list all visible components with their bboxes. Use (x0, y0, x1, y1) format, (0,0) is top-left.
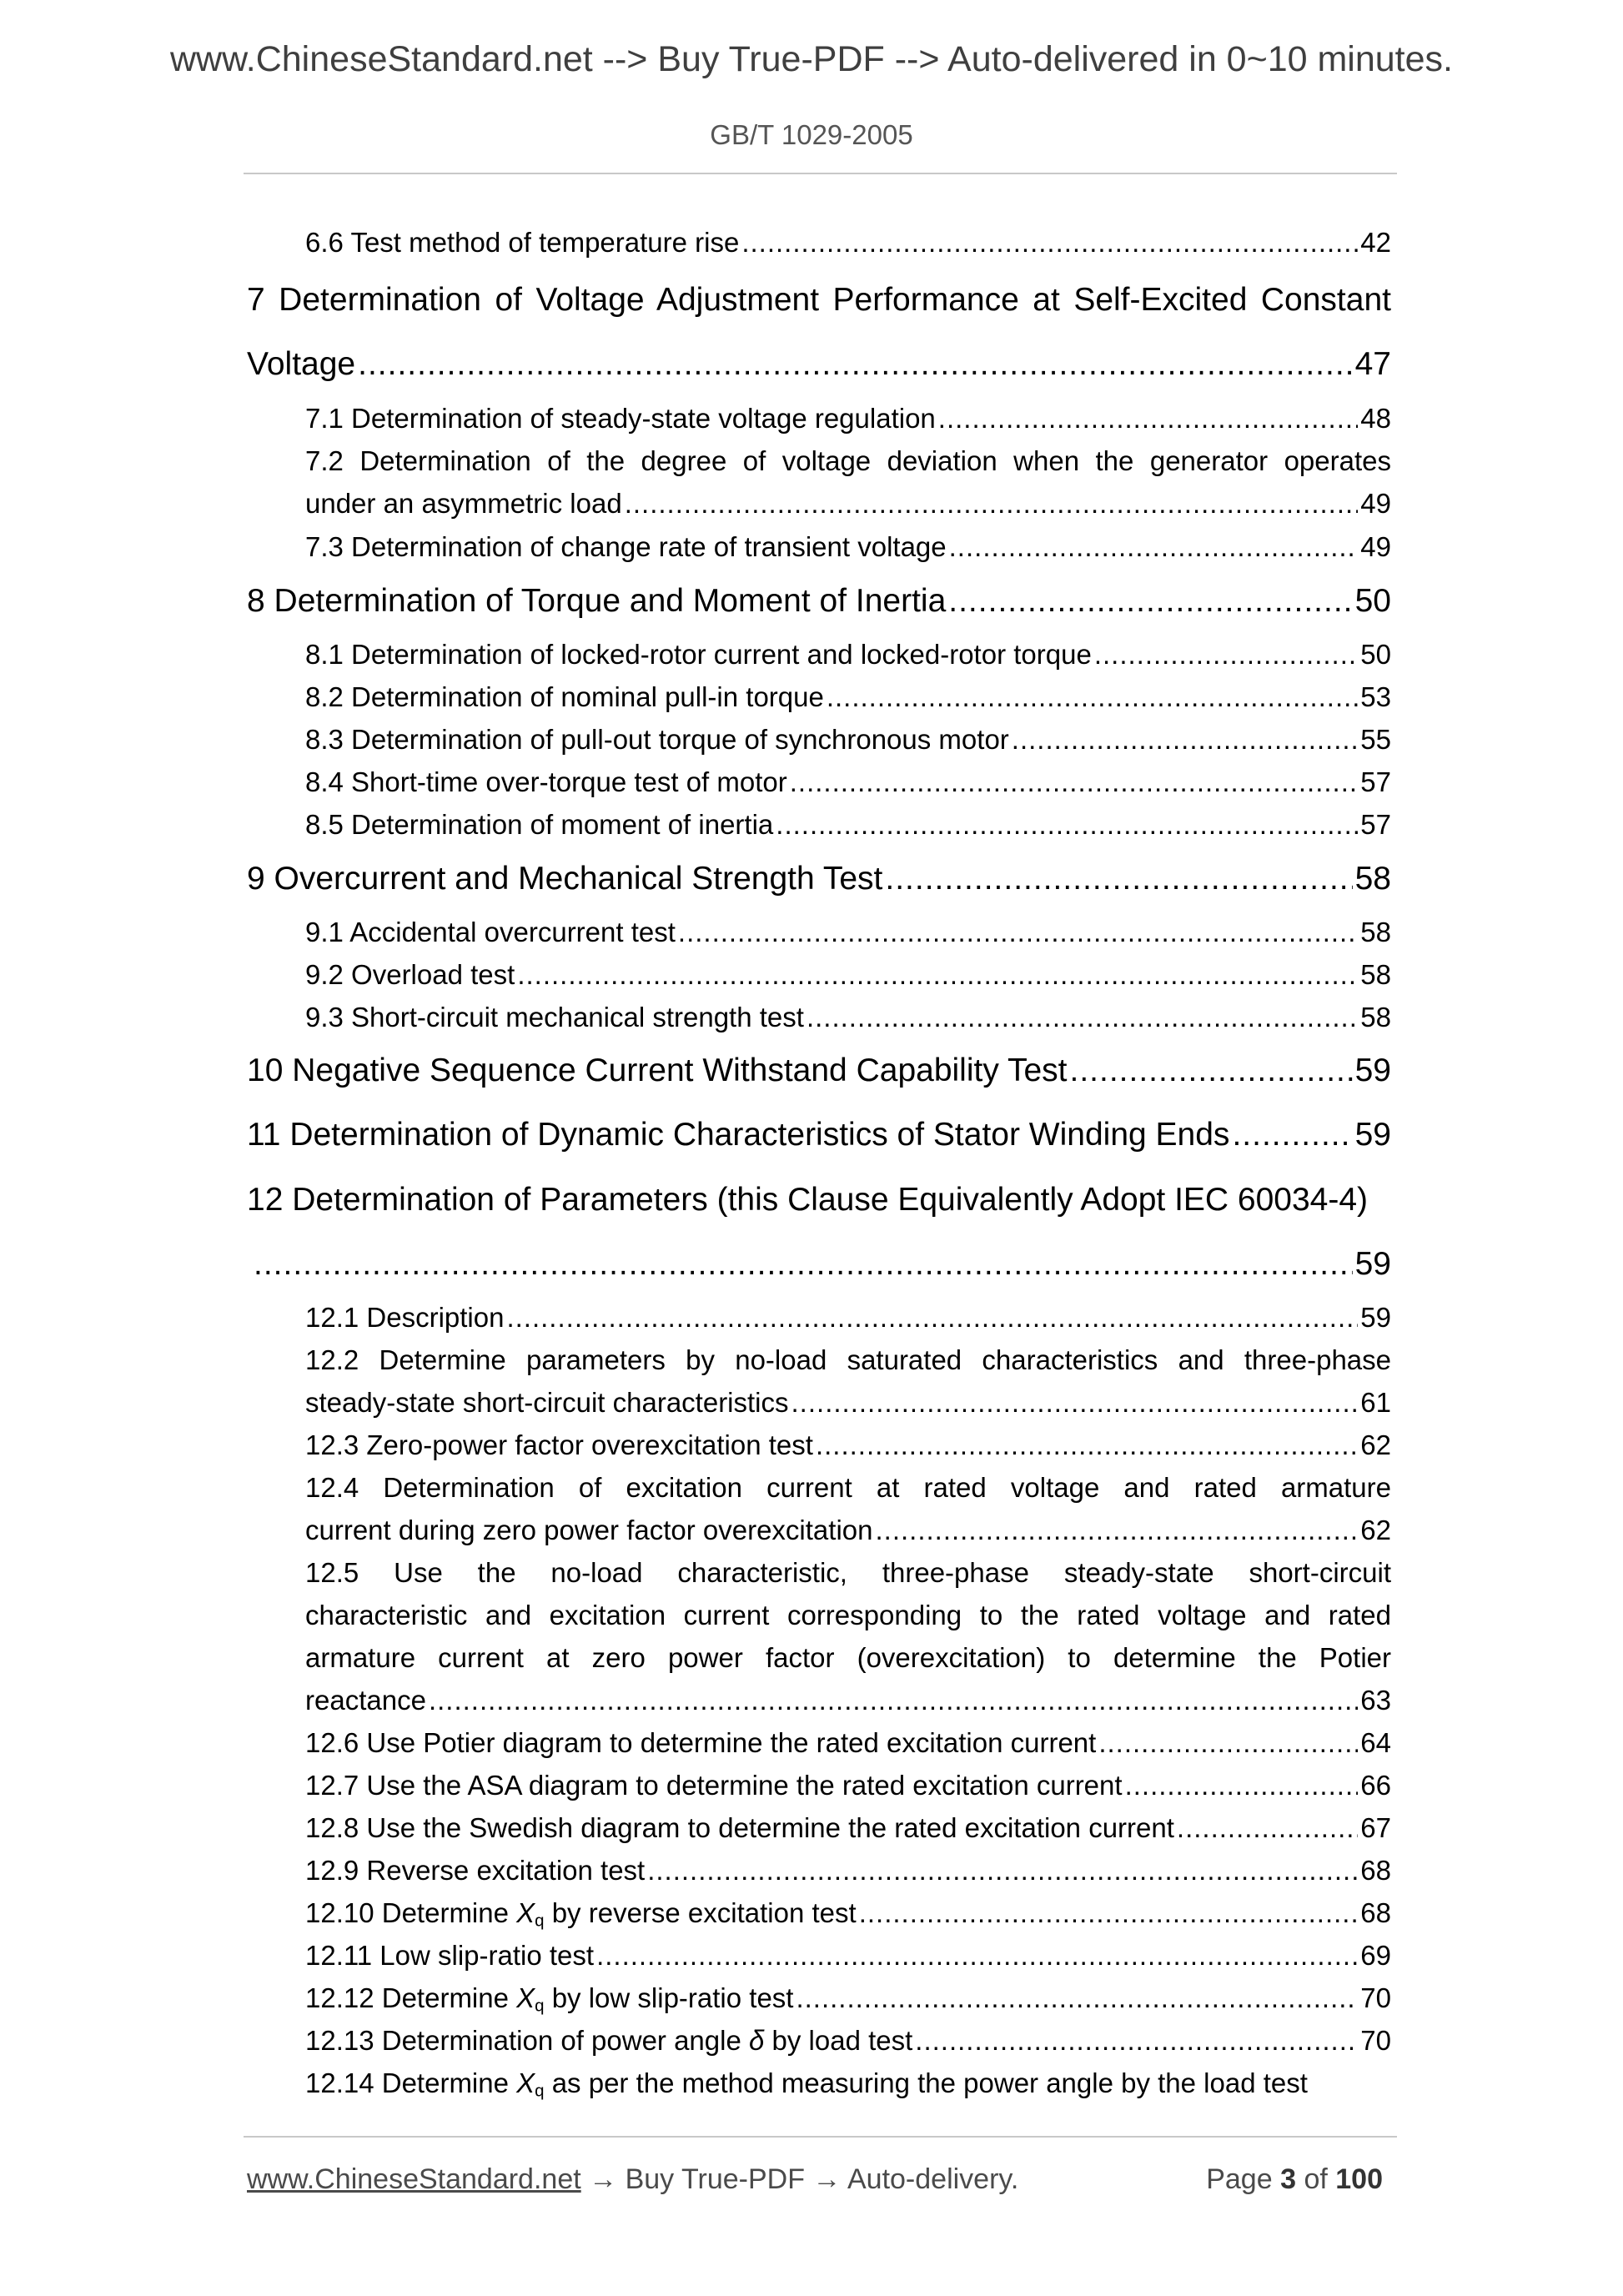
toc-entry-7-1[interactable]: 7.1 Determination of steady-state voltage regulation ..... 48 (305, 404, 1391, 438)
toc-entry-12-12[interactable]: 12.12 Determine $X_q$ by low slip-ratio test ..... 70 (305, 1984, 1391, 2017)
toc-entry-6-6[interactable]: 6.6 Test method of temperature rise ..... 42 (305, 229, 1391, 262)
toc-entry-12-14[interactable]: 12.14 Determine $X_q$ as per the method measuring the power angle by the load test (305, 2069, 1308, 2101)
toc-entry-9-2[interactable]: 9.2 Overload test ..... 58 (305, 961, 1391, 994)
toc-entry-12-5[interactable]: 12.5 Use the no-load characteristic, three-phase steady-state short-circuit characteristic and excitation current corresponding to the rated voltage and rated armature current at zero power factor (overexcitation) to determine the Potier reactance ..... 63 (305, 1559, 1391, 1721)
toc-entry-9-1[interactable]: 9.1 Accidental overcurrent test ..... 58 (305, 918, 1391, 952)
toc-entry-8-2[interactable]: 8.2 Determination of nominal pull-in torque ..... 53 (305, 683, 1391, 716)
toc-entry-7-3[interactable]: 7.3 Determination of change rate of transient voltage ..... 49 (305, 533, 1391, 566)
toc-entry-12-8[interactable]: 12.8 Use the Swedish diagram to determine the rated excitation current ..... 67 (305, 1814, 1391, 1847)
toc-entry-7[interactable]: 7 Determination of Voltage Adjustment Performance at Self-Excited Constant Voltage ..... 47 (247, 284, 1391, 384)
toc-entry-12-9[interactable]: 12.9 Reverse excitation test ..... 68 (305, 1856, 1391, 1890)
toc-entry-10[interactable]: 10 Negative Sequence Current Withstand Capability Test ..... 59 (247, 1054, 1391, 1093)
toc-entry-8-4[interactable]: 8.4 Short-time over-torque test of motor ..... 57 (305, 768, 1391, 801)
page-footer (247, 2165, 1391, 2198)
toc-entry-12-1[interactable]: 12.1 Description ..... 59 (305, 1304, 1391, 1337)
toc-entry-12-13[interactable]: 12.13 Determination of power angle δ by load test ..... 70 (305, 2027, 1391, 2060)
toc-entry-12-7[interactable]: 12.7 Use the ASA diagram to determine the rated excitation current ..... 66 (305, 1771, 1391, 1805)
toc-entry-12-11[interactable]: 12.11 Low slip-ratio test ..... 69 (305, 1942, 1391, 1975)
toc-entry-8-5[interactable]: 8.5 Determination of moment of inertia ..... 57 (305, 811, 1391, 844)
document-id: GB/T 1029-2005 (710, 119, 913, 150)
site-banner: www.ChineseStandard.net --> Buy True-PDF --> Auto-delivered in 0~10 minutes. (169, 39, 1453, 79)
footer-site-link[interactable]: www.ChineseStandard.net (247, 2163, 581, 2195)
toc-entry-7-2[interactable]: 7.2 Determination of the degree of voltage deviation when the generator operates under an asymmetric load ..... 49 (305, 447, 1391, 524)
total-page-count: 100 (1335, 2163, 1383, 2195)
toc-entry-8[interactable]: 8 Determination of Torque and Moment of Inertia ..... 50 (247, 585, 1391, 623)
toc-entry-12-3[interactable]: 12.3 Zero-power factor overexcitation test ..... 62 (305, 1431, 1391, 1465)
footer-divider (244, 2136, 1397, 2138)
toc-entry-9[interactable]: 9 Overcurrent and Mechanical Strength Test ..... 58 (247, 862, 1391, 901)
toc-entry-8-3[interactable]: 8.3 Determination of pull-out torque of synchronous motor ..... 55 (305, 726, 1391, 759)
toc-entry-12-2[interactable]: 12.2 Determine parameters by no-load saturated characteristics and three-phase steady-state short-circuit characteristics ..... 61 (305, 1346, 1391, 1423)
toc-entry-8-1[interactable]: 8.1 Determination of locked-rotor current and locked-rotor torque ..... 50 (305, 641, 1391, 674)
toc-entry-9-3[interactable]: 9.3 Short-circuit mechanical strength test ..... 58 (305, 1003, 1391, 1037)
toc-entry-12-4[interactable]: 12.4 Determination of excitation current at rated voltage and rated armature current during zero power factor overexcitation ..... 62 (305, 1474, 1391, 1550)
footer-promo-text: → Buy True-PDF → Auto-delivery. (580, 2163, 1019, 2195)
toc-entry-12[interactable]: 12 Determination of Parameters (this Clause Equivalently Adopt IEC 60034-4) ..... 59 (247, 1183, 1391, 1287)
toc-entry-12-6[interactable]: 12.6 Use Potier diagram to determine the rated excitation current ..... 64 (305, 1729, 1391, 1762)
footer-promo (247, 2165, 1018, 2193)
toc-entry-11[interactable]: 11 Determination of Dynamic Characteristics of Stator Winding Ends ..... 59 (247, 1118, 1391, 1157)
current-page-number: 3 (1280, 2163, 1296, 2195)
page-indicator: Page 3 of 100 (1206, 2163, 1383, 2195)
toc-entry-12-10[interactable]: 12.10 Determine $X_q$ by reverse excitation test ..... 68 (305, 1899, 1391, 1932)
